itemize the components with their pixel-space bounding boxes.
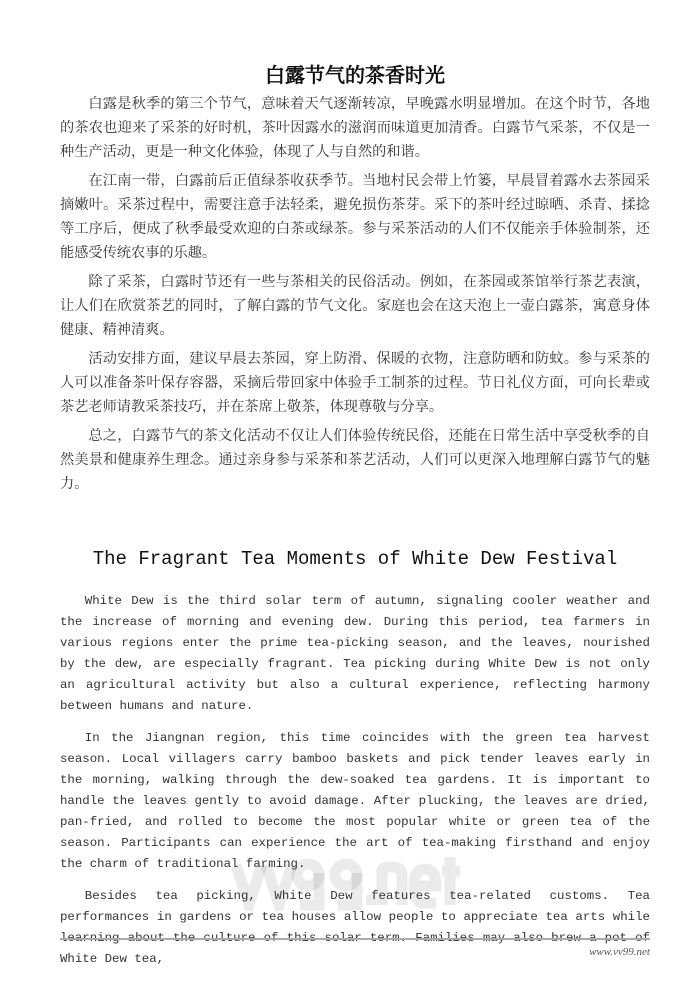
- chinese-paragraph: 白露是秋季的第三个节气，意味着天气逐渐转凉，早晚露水明显增加。在这个时节，各地的茶农也迎来了采茶的好时机，茶叶因露水的滋润而味道更加清香。白露节气采茶，不仅是一种生产活动，更是一种文化体验，体现了人与自然的和谐。: [60, 96, 650, 160]
- chinese-paragraph: 活动安排方面，建议早晨去茶园，穿上防滑、保暖的衣物，注意防晒和防蚊。参与采茶的人可以准备茶叶保存容器，采摘后带回家中体验手工制茶的过程。节日礼仪方面，可向长辈或茶艺老师请教采茶技巧，并在茶席上敬茶，体现尊敬与分享。: [60, 351, 650, 415]
- document-page: [60, 0, 650, 970]
- chinese-paragraph: 在江南一带，白露前后正值绿茶收获季节。当地村民会带上竹篓，早晨冒着露水去茶园采摘嫩叶。采茶过程中，需要注意手法轻柔，避免损伤茶芽。采下的茶叶经过晾晒、杀青、揉捻等工序后，便成了秋季最受欢迎的白茶或绿茶。参与采茶活动的人们不仅能亲手体验制茶，还能感受传统农事的乐趣。: [60, 173, 650, 261]
- english-paragraph: Besides tea picking, White Dew features tea-related customs. Tea performances in gardens or tea houses allow people to appreciate tea arts while White Dew tea,: [60, 889, 650, 966]
- english-title: The Fragrant Tea Moments of White Dew Festival: [92, 548, 618, 570]
- english-paragraph: In the Jiangnan region, this time coincides with the green tea harvest season. Local villagers carry bamboo baskets and pick tender leaves early in the morning, walking through the dew-soaked tea gardens. It is important to handle the leaves gently to avoid damage. After plucking, the leaves are dried, pan-fried, and rolled to become the most popular white or green tea of the season. Participants can experience the art of tea-making firsthand and enjoy the charm of traditional farming.: [60, 731, 650, 871]
- footer-site-url: www.vv99.net: [589, 946, 650, 958]
- footer-divider: [60, 938, 650, 940]
- chinese-title: 白露节气的茶香时光: [265, 63, 445, 87]
- english-paragraph: White Dew is the third solar term of autumn, signaling cooler weather and the increase of morning and evening dew. During this period, tea farmers in various regions enter the prime tea-picking season, and the leaves, nourished by the dew, are especially fragrant. Tea picking during White Dew is not only an agricultural activity but also a cultural experience, reflecting harmony between humans and nature.: [60, 594, 650, 713]
- chinese-paragraph: 总之，白露节气的茶文化活动不仅让人们体验传统民俗，还能在日常生活中享受秋季的自然美景和健康养生理念。通过亲身参与采茶和茶艺活动，人们可以更深入地理解白露节气的魅力。: [60, 428, 650, 492]
- chinese-paragraph: 除了采茶，白露时节还有一些与茶相关的民俗活动。例如，在茶园或茶馆举行茶艺表演，让人们在欣赏茶艺的同时，了解白露的节气文化。家庭也会在这天泡上一壶白露茶，寓意身体健康、精神清爽。: [60, 274, 650, 338]
